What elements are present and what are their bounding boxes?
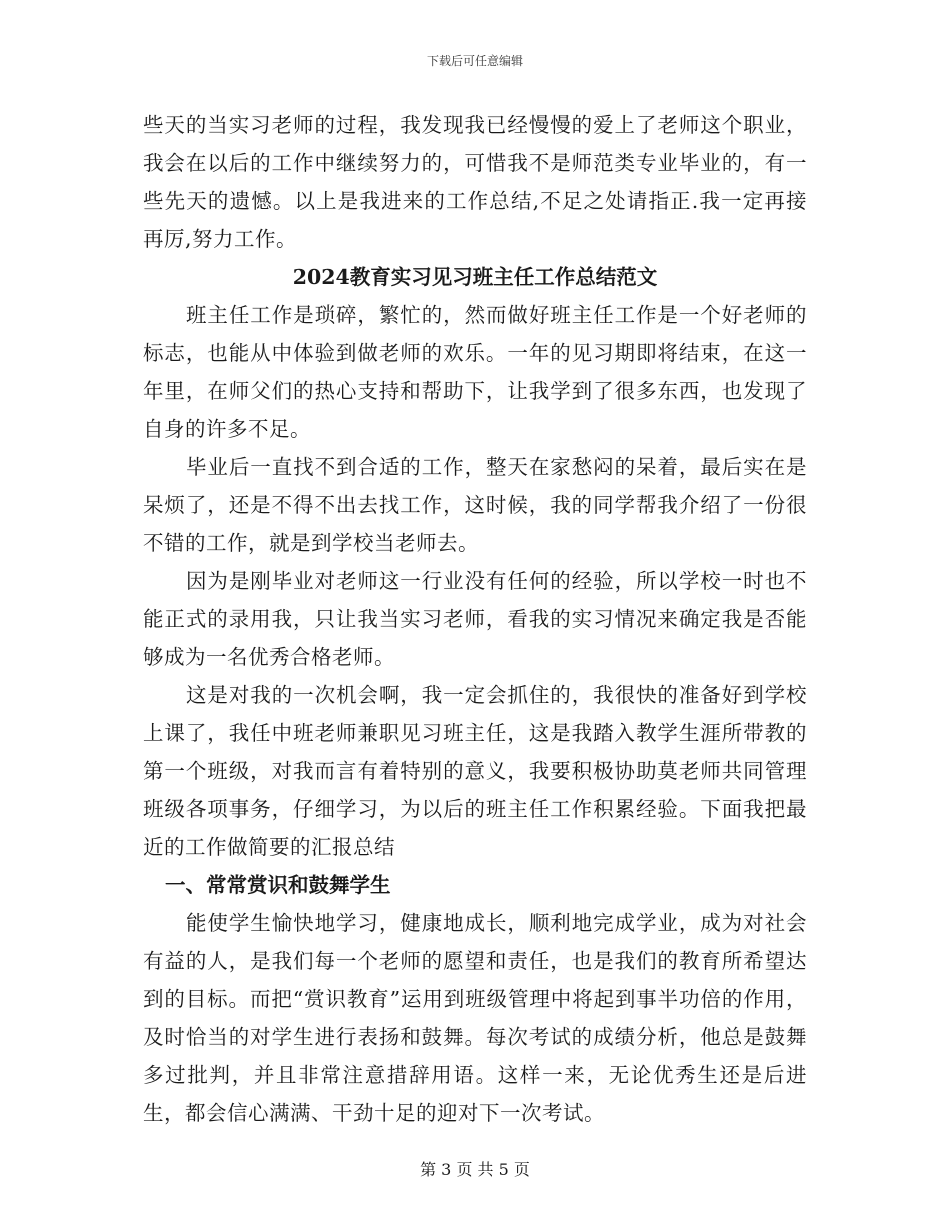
page-footer: 第 3 页 共 5 页 — [420, 1160, 530, 1179]
document-body — [143, 106, 807, 1132]
paragraph-intro: 些天的当实习老师的过程，我发现我已经慢慢的爱上了老师这个职业，我会在以后的工作中继续努力的，可惜我不是师范类专业毕业的，有一些先天的遗憾。以上是我进来的工作总结,不足之处请指正.我一定再接再厉,努力工作。 — [143, 113, 807, 251]
page-header: 下载后可任意编辑 — [426, 54, 523, 68]
section-heading-1: 一、常常赏识和鼓舞学生 — [165, 873, 391, 897]
paragraph-5: 能使学生愉快地学习，健康地成长，顺利地完成学业，成为对社会有益的人，是我们每一个老师的愿望和责任，也是我们的教育所希望达到的目标。而把“赏识教育”运用到班级管理中将起到事半功倍的作用，及时恰当的对学生进行表扬和鼓舞。每次考试的成绩分析，他总是鼓舞多过批判，并且非常注意措辞用语。这样一来，无论优秀生还是后进生，都会信心满满、干劲十足的迎对下一次考试。 — [143, 911, 807, 1125]
paragraph-1: 班主任工作是琐碎，繁忙的，然而做好班主任工作是一个好老师的标志，也能从中体验到做老师的欢乐。一年的见习期即将结束，在这一年里，在师父们的热心支持和帮助下，让我学到了很多东西，也发现了自身的许多不足。 — [143, 303, 807, 441]
paragraph-4: 这是对我的一次机会啊，我一定会抓住的，我很快的准备好到学校上课了，我任中班老师兼职见习班主任，这是我踏入教学生涯所带教的第一个班级，对我而言有着特别的意义，我要积极协助莫老师共同管理班级各项事务，仔细学习，为以后的班主任工作积累经验。下面我把最近的工作做简要的汇报总结 — [143, 683, 807, 859]
document-title: 2024教育实习见习班主任工作总结范文 — [292, 265, 658, 289]
paragraph-3: 因为是刚毕业对老师这一行业没有任何的经验，所以学校一时也不能正式的录用我，只让我当实习老师，看我的实习情况来确定我是否能够成为一名优秀合格老师。 — [143, 569, 807, 669]
paragraph-2: 毕业后一直找不到合适的工作，整天在家愁闷的呆着，最后实在是呆烦了，还是不得不出去找工作，这时候，我的同学帮我介绍了一份很不错的工作，就是到学校当老师去。 — [143, 455, 807, 555]
